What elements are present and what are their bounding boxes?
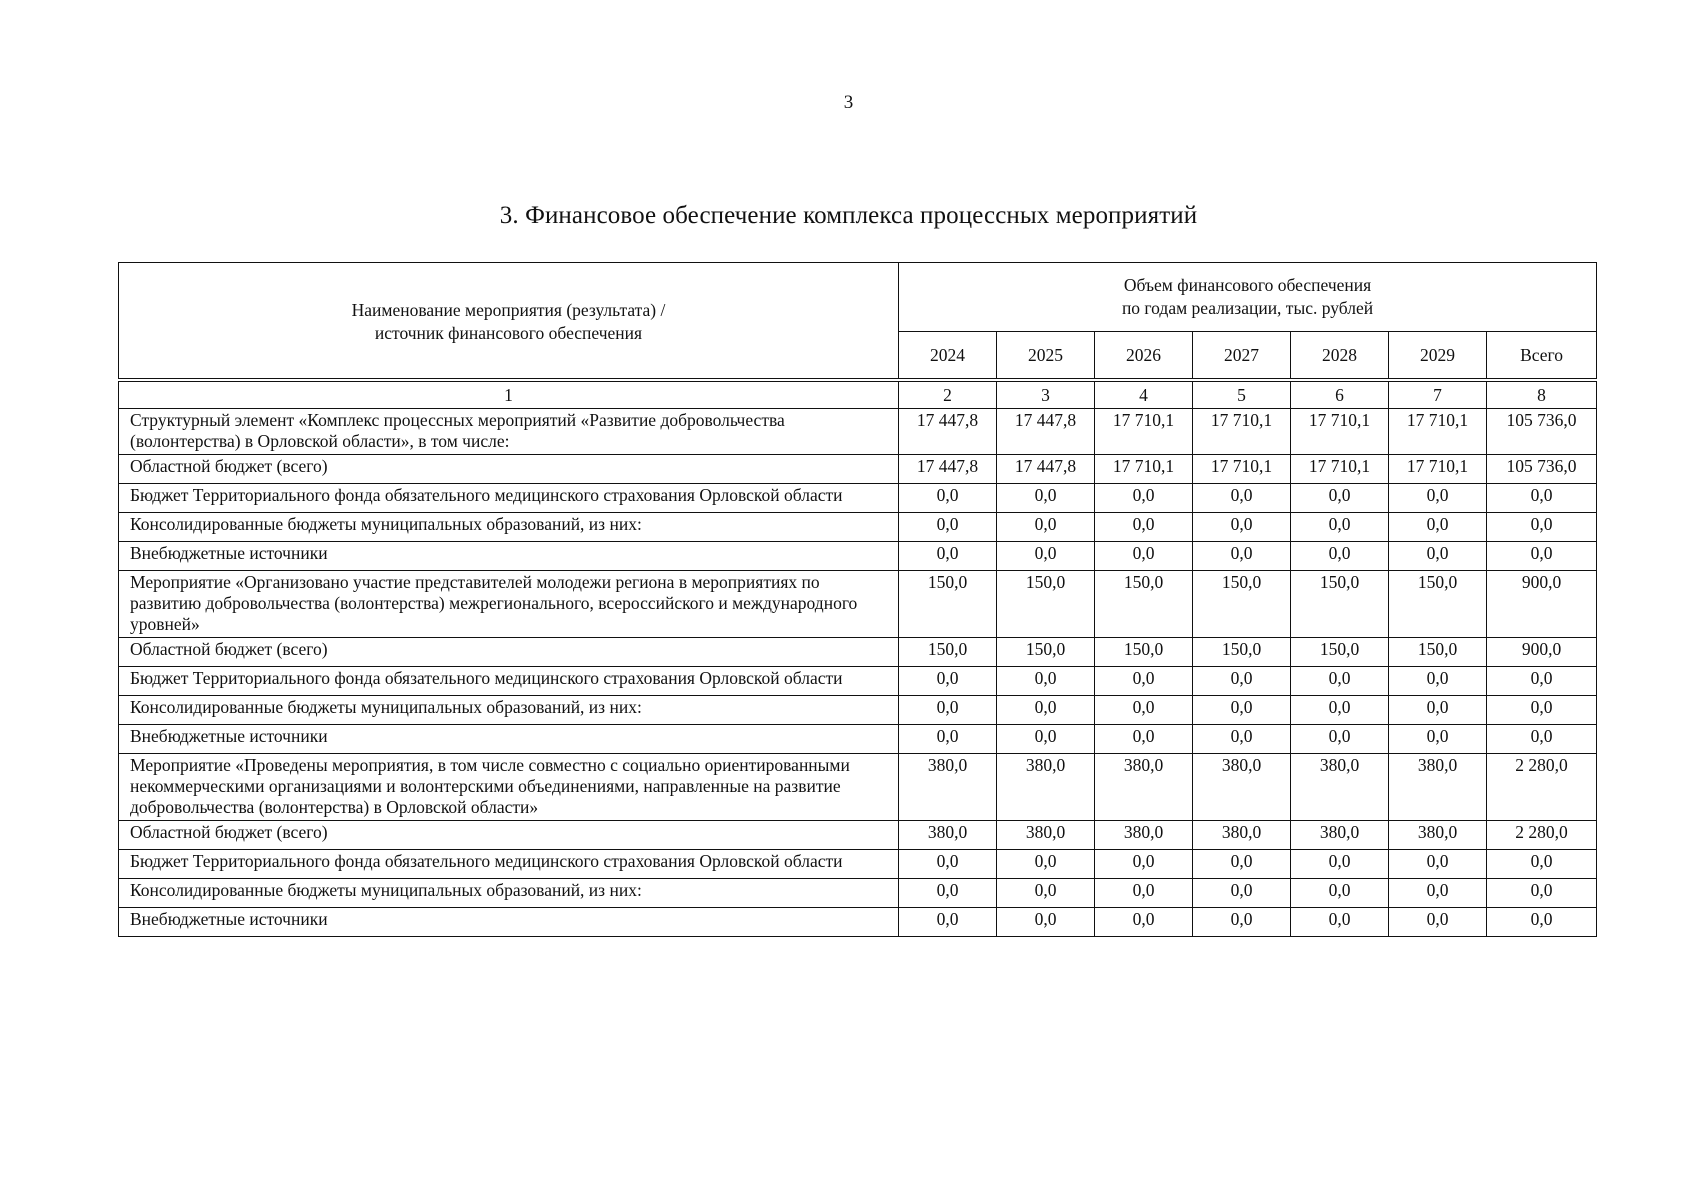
table-row xyxy=(119,725,1597,754)
column-number: 2 xyxy=(899,380,997,409)
total-value-cell: 0,0 xyxy=(1487,667,1597,696)
year-header: 2027 xyxy=(1193,332,1291,381)
value-cell: 380,0 xyxy=(899,754,997,821)
row-name-cell: Консолидированные бюджеты муниципальных образований, из них: xyxy=(119,696,899,725)
value-cell: 0,0 xyxy=(1095,725,1193,754)
value-cell: 150,0 xyxy=(997,571,1095,638)
value-cell: 0,0 xyxy=(1291,908,1389,937)
value-cell: 17 710,1 xyxy=(1095,409,1193,455)
year-header: 2028 xyxy=(1291,332,1389,381)
column-number: 5 xyxy=(1193,380,1291,409)
value-cell: 0,0 xyxy=(1389,850,1487,879)
value-cell: 0,0 xyxy=(1389,667,1487,696)
value-cell: 0,0 xyxy=(997,513,1095,542)
value-cell: 380,0 xyxy=(1095,754,1193,821)
value-cell: 17 447,8 xyxy=(997,409,1095,455)
row-name-cell: Мероприятие «Проведены мероприятия, в том числе совместно с социально ориентированными некоммерческими организациями и волонтерскими объединениями, направленные на развитие добровольчества (волонтерства) в Орловской области» xyxy=(119,754,899,821)
page-number: 3 xyxy=(843,92,854,113)
table-row xyxy=(119,638,1597,667)
name-column-header: Наименование мероприятия (результата) / источник финансового обеспечения xyxy=(119,263,899,381)
value-cell: 0,0 xyxy=(1291,513,1389,542)
value-cell: 150,0 xyxy=(1291,571,1389,638)
table-row xyxy=(119,754,1597,821)
total-value-cell: 0,0 xyxy=(1487,484,1597,513)
value-cell: 0,0 xyxy=(997,879,1095,908)
value-cell: 17 710,1 xyxy=(1389,409,1487,455)
value-cell: 380,0 xyxy=(1193,821,1291,850)
section-title: 3. Финансовое обеспечение комплекса процессных мероприятий xyxy=(499,202,1198,229)
row-name-cell: Консолидированные бюджеты муниципальных образований, из них: xyxy=(119,879,899,908)
value-cell: 380,0 xyxy=(1193,754,1291,821)
value-cell: 0,0 xyxy=(997,696,1095,725)
row-name-cell: Внебюджетные источники xyxy=(119,725,899,754)
value-cell: 380,0 xyxy=(1291,821,1389,850)
value-cell: 17 710,1 xyxy=(1389,455,1487,484)
value-cell: 0,0 xyxy=(899,879,997,908)
total-value-cell: 105 736,0 xyxy=(1487,409,1597,455)
value-cell: 150,0 xyxy=(1095,638,1193,667)
table-row xyxy=(119,542,1597,571)
row-name-cell: Областной бюджет (всего) xyxy=(119,821,899,850)
total-value-cell: 2 280,0 xyxy=(1487,821,1597,850)
value-cell: 0,0 xyxy=(1389,908,1487,937)
value-cell: 0,0 xyxy=(1193,696,1291,725)
row-name-cell: Внебюджетные источники xyxy=(119,542,899,571)
total-value-cell: 105 736,0 xyxy=(1487,455,1597,484)
value-cell: 150,0 xyxy=(1193,638,1291,667)
total-value-cell: 900,0 xyxy=(1487,638,1597,667)
total-value-cell: 0,0 xyxy=(1487,879,1597,908)
value-cell: 17 447,8 xyxy=(899,455,997,484)
value-cell: 0,0 xyxy=(1095,850,1193,879)
value-cell: 0,0 xyxy=(1389,484,1487,513)
value-cell: 150,0 xyxy=(997,638,1095,667)
value-cell: 380,0 xyxy=(997,754,1095,821)
value-cell: 0,0 xyxy=(1193,513,1291,542)
year-header: 2025 xyxy=(997,332,1095,381)
table-row xyxy=(119,908,1597,937)
value-cell: 0,0 xyxy=(1291,542,1389,571)
value-cell: 380,0 xyxy=(1095,821,1193,850)
row-name-cell: Областной бюджет (всего) xyxy=(119,638,899,667)
financing-table xyxy=(118,262,1597,937)
value-cell: 0,0 xyxy=(899,484,997,513)
value-cell: 0,0 xyxy=(997,484,1095,513)
value-cell: 380,0 xyxy=(1389,821,1487,850)
total-value-cell: 0,0 xyxy=(1487,908,1597,937)
total-value-cell: 0,0 xyxy=(1487,725,1597,754)
value-cell: 150,0 xyxy=(1389,571,1487,638)
value-cell: 0,0 xyxy=(997,850,1095,879)
value-cell: 0,0 xyxy=(899,667,997,696)
value-cell: 0,0 xyxy=(899,850,997,879)
column-number: 6 xyxy=(1291,380,1389,409)
value-cell: 0,0 xyxy=(997,542,1095,571)
row-name-cell: Бюджет Территориального фонда обязательного медицинского страхования Орловской области xyxy=(119,484,899,513)
value-cell: 17 710,1 xyxy=(1291,409,1389,455)
value-cell: 150,0 xyxy=(1291,638,1389,667)
column-number: 1 xyxy=(119,380,899,409)
row-name-cell: Внебюджетные источники xyxy=(119,908,899,937)
value-cell: 17 710,1 xyxy=(1193,455,1291,484)
value-cell: 0,0 xyxy=(1389,542,1487,571)
total-value-cell: 0,0 xyxy=(1487,696,1597,725)
year-header: 2029 xyxy=(1389,332,1487,381)
value-cell: 0,0 xyxy=(1095,696,1193,725)
value-cell: 0,0 xyxy=(1389,879,1487,908)
value-cell: 0,0 xyxy=(1291,484,1389,513)
value-cell: 0,0 xyxy=(1193,667,1291,696)
value-cell: 150,0 xyxy=(899,638,997,667)
value-cell: 0,0 xyxy=(1193,725,1291,754)
value-cell: 0,0 xyxy=(1095,542,1193,571)
volume-column-header: Объем финансового обеспечения по годам реализации, тыс. рублей xyxy=(899,263,1597,332)
value-cell: 0,0 xyxy=(899,908,997,937)
value-cell: 17 447,8 xyxy=(997,455,1095,484)
value-cell: 0,0 xyxy=(1193,850,1291,879)
value-cell: 0,0 xyxy=(1291,879,1389,908)
column-number-row xyxy=(119,380,1597,409)
value-cell: 0,0 xyxy=(1193,908,1291,937)
table-row xyxy=(119,484,1597,513)
row-name-cell: Мероприятие «Организовано участие представителей молодежи региона в мероприятиях по развитию добровольчества (волонтерства) межрегионального, всероссийского и международного уровней» xyxy=(119,571,899,638)
table-row xyxy=(119,879,1597,908)
value-cell: 0,0 xyxy=(997,725,1095,754)
value-cell: 0,0 xyxy=(1193,542,1291,571)
value-cell: 0,0 xyxy=(899,696,997,725)
table-row xyxy=(119,571,1597,638)
row-name-cell: Бюджет Территориального фонда обязательного медицинского страхования Орловской области xyxy=(119,667,899,696)
row-name-cell: Структурный элемент «Комплекс процессных мероприятий «Развитие добровольчества (волонтерства) в Орловской области», в том числе: xyxy=(119,409,899,455)
row-name-cell: Бюджет Территориального фонда обязательного медицинского страхования Орловской области xyxy=(119,850,899,879)
value-cell: 0,0 xyxy=(1291,667,1389,696)
value-cell: 0,0 xyxy=(1193,484,1291,513)
table-row xyxy=(119,455,1597,484)
value-cell: 380,0 xyxy=(997,821,1095,850)
value-cell: 17 710,1 xyxy=(1193,409,1291,455)
total-value-cell: 0,0 xyxy=(1487,542,1597,571)
value-cell: 0,0 xyxy=(1095,908,1193,937)
year-header: 2024 xyxy=(899,332,997,381)
total-value-cell: 2 280,0 xyxy=(1487,754,1597,821)
total-value-cell: 900,0 xyxy=(1487,571,1597,638)
value-cell: 150,0 xyxy=(899,571,997,638)
value-cell: 0,0 xyxy=(1095,484,1193,513)
value-cell: 0,0 xyxy=(1389,696,1487,725)
value-cell: 17 710,1 xyxy=(1291,455,1389,484)
value-cell: 150,0 xyxy=(1193,571,1291,638)
table-row xyxy=(119,696,1597,725)
value-cell: 17 447,8 xyxy=(899,409,997,455)
value-cell: 0,0 xyxy=(1095,667,1193,696)
value-cell: 0,0 xyxy=(1291,696,1389,725)
column-number: 3 xyxy=(997,380,1095,409)
value-cell: 0,0 xyxy=(1389,513,1487,542)
value-cell: 150,0 xyxy=(1389,638,1487,667)
column-number: 7 xyxy=(1389,380,1487,409)
total-value-cell: 0,0 xyxy=(1487,513,1597,542)
value-cell: 0,0 xyxy=(1193,879,1291,908)
value-cell: 150,0 xyxy=(1095,571,1193,638)
value-cell: 0,0 xyxy=(899,542,997,571)
value-cell: 0,0 xyxy=(997,667,1095,696)
value-cell: 0,0 xyxy=(1291,725,1389,754)
year-header: 2026 xyxy=(1095,332,1193,381)
column-number: 4 xyxy=(1095,380,1193,409)
value-cell: 0,0 xyxy=(899,513,997,542)
value-cell: 0,0 xyxy=(1291,850,1389,879)
value-cell: 0,0 xyxy=(899,725,997,754)
table-row xyxy=(119,667,1597,696)
row-name-cell: Областной бюджет (всего) xyxy=(119,455,899,484)
total-header: Всего xyxy=(1487,332,1597,381)
value-cell: 380,0 xyxy=(1291,754,1389,821)
table-row xyxy=(119,821,1597,850)
value-cell: 0,0 xyxy=(1389,725,1487,754)
column-number: 8 xyxy=(1487,380,1597,409)
total-value-cell: 0,0 xyxy=(1487,850,1597,879)
value-cell: 0,0 xyxy=(1095,879,1193,908)
value-cell: 380,0 xyxy=(899,821,997,850)
table-row xyxy=(119,850,1597,879)
value-cell: 17 710,1 xyxy=(1095,455,1193,484)
value-cell: 0,0 xyxy=(1095,513,1193,542)
table-row xyxy=(119,513,1597,542)
value-cell: 0,0 xyxy=(997,908,1095,937)
row-name-cell: Консолидированные бюджеты муниципальных образований, из них: xyxy=(119,513,899,542)
table-row xyxy=(119,409,1597,455)
value-cell: 380,0 xyxy=(1389,754,1487,821)
